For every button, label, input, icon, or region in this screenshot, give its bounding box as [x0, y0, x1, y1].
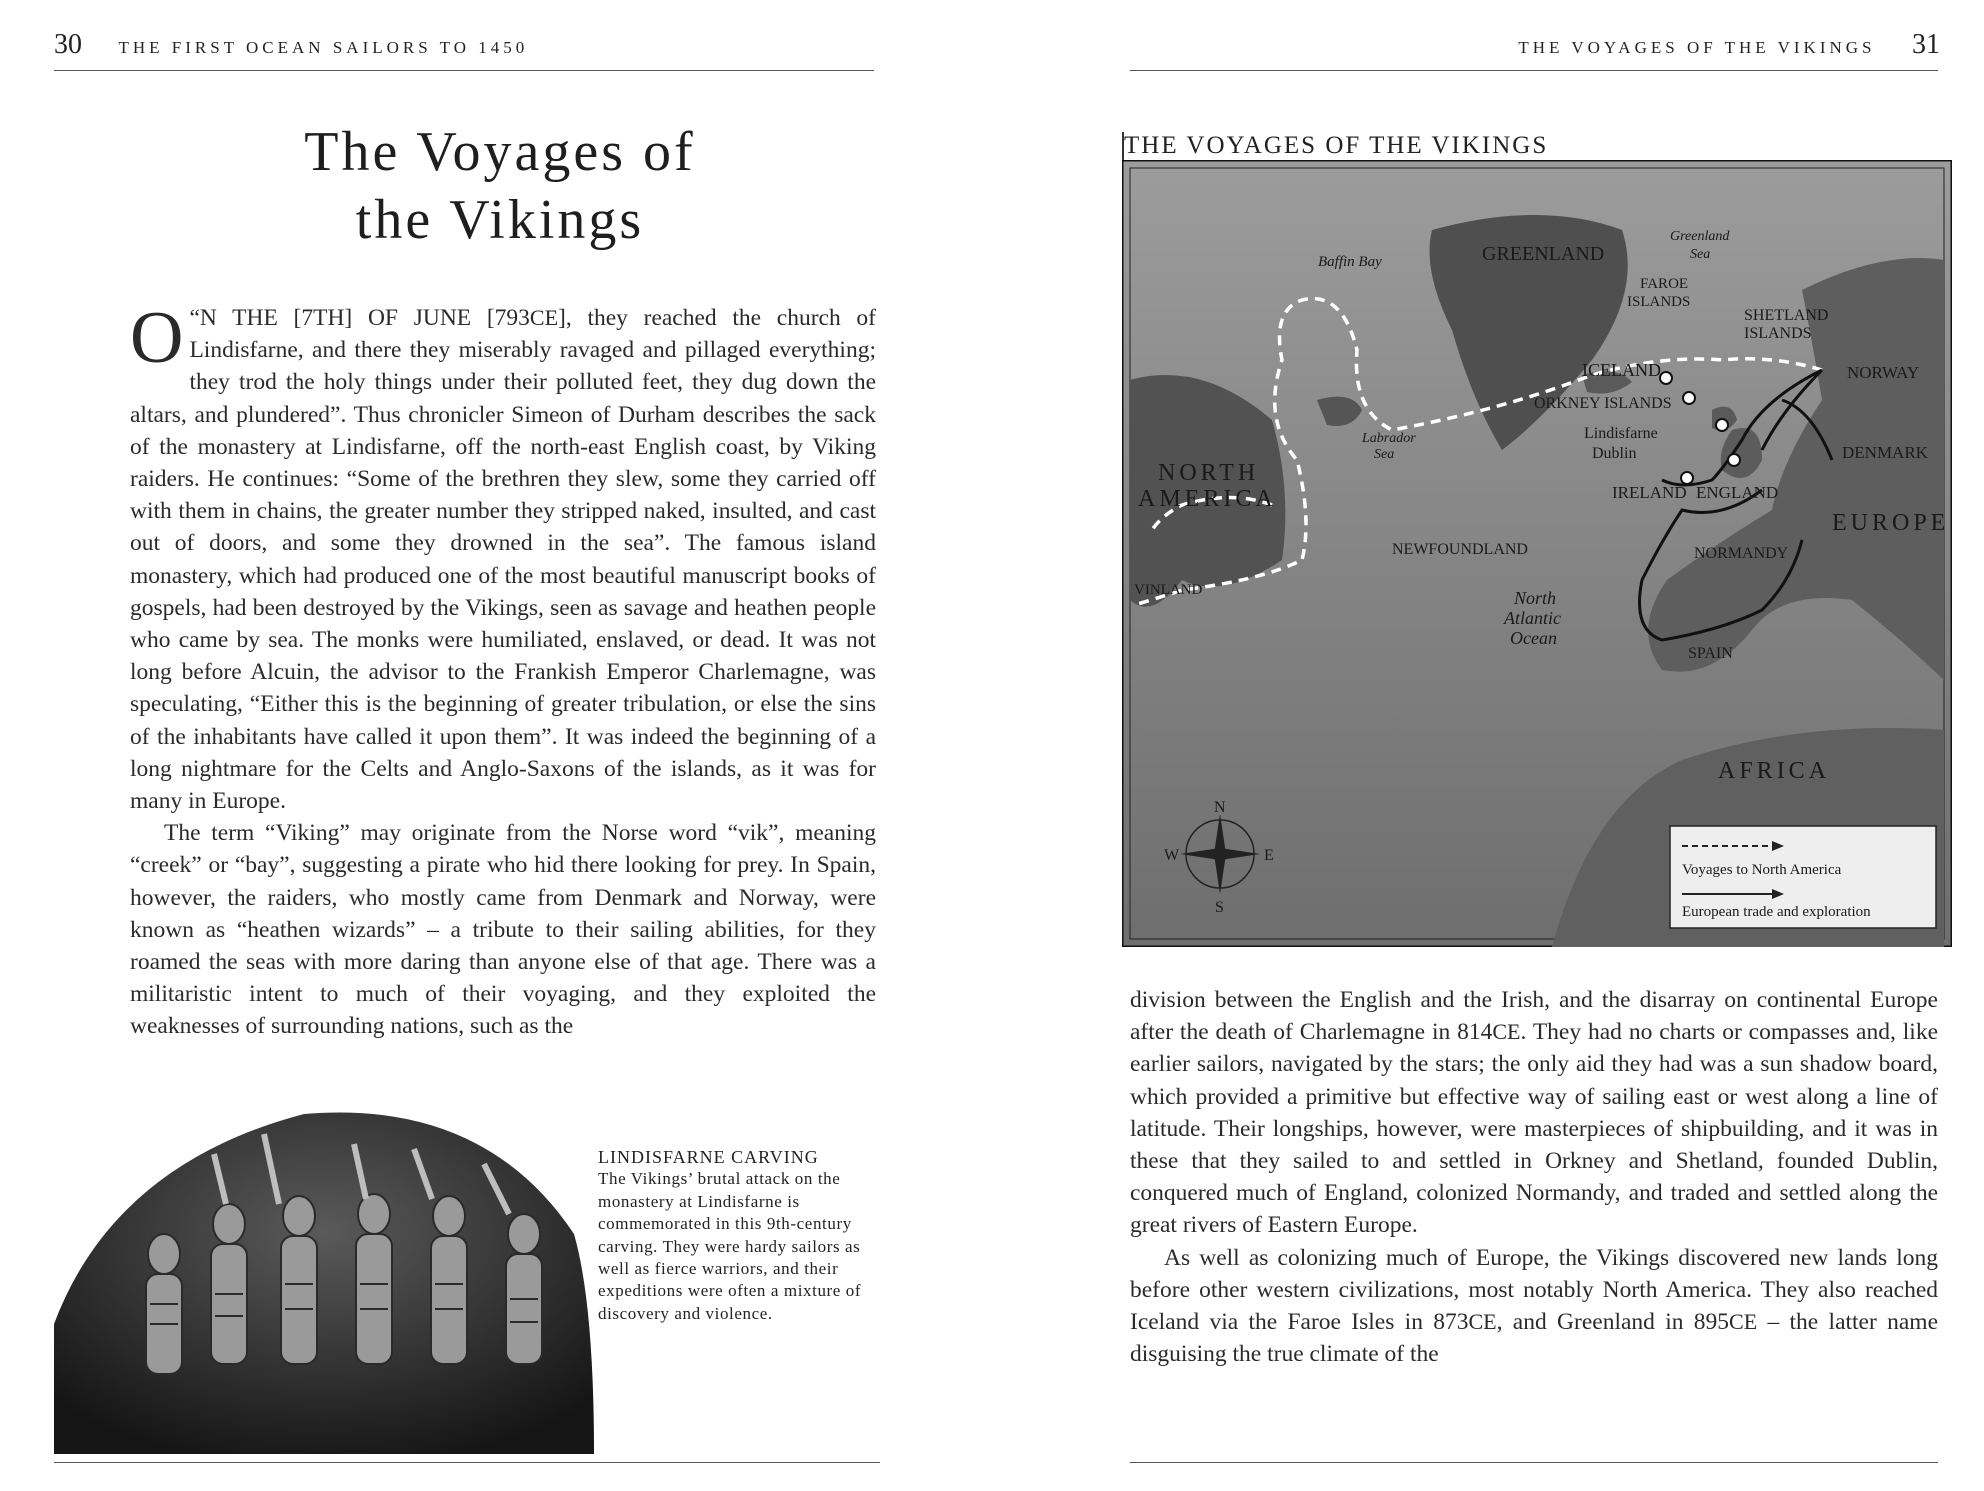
image-caption [598, 1146, 880, 1325]
drop-cap: O [130, 297, 184, 379]
map-title: THE VOYAGES OF THE VIKINGS [1124, 132, 1549, 159]
label-ireland: IRELAND [1612, 483, 1687, 502]
lead-close: ], [558, 305, 572, 331]
paragraph-3-b: . They had no charts or compasses and, like earlier sailors, navigated by the stars; the only aid they had was a sun shadow board, which provided a primitive but effective way of sailing east or west along a line of latitude. Their longships, however, were masterpieces of shipbuilding, and it was in these that they sailed to and settled in Orkney and Shetland, founded Dublin, conquered much of England, colonized Normandy, and traded and settled along the great rivers of Eastern Europe. [1130, 1019, 1938, 1239]
label-africa: AFRICA [1718, 758, 1831, 784]
era-mark: CE [1468, 1309, 1497, 1335]
label-baffin-bay: Baffin Bay [1318, 254, 1382, 270]
left-running-head [54, 30, 528, 63]
label-greenland: GREENLAND [1482, 243, 1605, 265]
label-shetland-2: ISLANDS [1744, 325, 1812, 342]
label-north-america-1: NORTH [1158, 460, 1260, 486]
label-dublin: Dublin [1592, 445, 1637, 462]
compass-w: W [1164, 847, 1180, 864]
label-north-america-2: AMERICA [1138, 486, 1277, 512]
label-europe: EUROPE [1832, 510, 1950, 536]
compass-e: E [1264, 847, 1274, 864]
running-title-left: THE FIRST OCEAN SAILORS TO 1450 [118, 38, 529, 57]
era-mark: CE [529, 305, 559, 330]
label-shetland-1: SHETLAND [1744, 307, 1829, 324]
right-page [992, 0, 1984, 1491]
paragraph-3 [1130, 984, 1938, 1242]
footer-rule-left [54, 1462, 880, 1463]
legend-solid-label: European trade and exploration [1682, 904, 1871, 920]
label-orkney: ORKNEY ISLANDS [1534, 395, 1672, 412]
paragraph-1-text: they reached the church of Lindisfarne, and there they miserably ravaged and pillaged everything; they trod the holy things under their polluted feet, they dug down the altars, and plundered”. Thus chronicler Simeon of Durham describes the sack of the monastery at Lindisfarne, off the north-east English coast, by Viking raiders. He continues: “Some of the brethren they slew, some they carried off with them in chains, the greater number they stripped naked, insulted, and cast out of doors, and some they drowned in the sea”. The famous island monastery, which had produced one of the most beautiful manuscript books of gospels, had been destroyed by the Vikings, seen as savage and heathen people who came by sea. The monks were humiliated, enslaved, or dead. It was not long before Alcuin, the advisor to the Frankish Emperor Charlemagne, was speculating, “Either this is the beginning of greater tribulation, or else the sins of the inhabitants have called it upon them”. It was indeed the beginning of a long nightmare for the Celts and Anglo-Saxons of the islands, as it was for many in Europe. [130, 305, 876, 815]
right-running-head [1518, 30, 1940, 63]
label-north-atlantic-1: North [1514, 588, 1557, 608]
label-faroe-1: FAROE [1640, 276, 1689, 292]
title-line-2: the Vikings [355, 189, 645, 251]
label-vinland: VINLAND [1134, 582, 1203, 598]
left-body [130, 297, 876, 1043]
label-lindisfarne: Lindisfarne [1584, 425, 1658, 442]
label-labrador-2: Sea [1374, 447, 1395, 462]
paragraph-2: The term “Viking” may originate from the Norse word “vik”, meaning “creek” or “bay”, suggesting a pirate who hid there looking for prey. In Spain, however, the raiders, who mostly came from Denmark and Norway, were known as “heathen wizards” – a tribute to their sailing abilities, for they roamed the seas with more daring than anyone else of that age. There was a militaristic intent to much of their voyaging, and they exploited the weaknesses of surrounding nations, such as the [130, 820, 876, 1040]
right-body [1130, 984, 1938, 1370]
page-number-right: 31 [1912, 29, 1940, 60]
title-line-1: The Voyages of [304, 121, 696, 183]
paragraph-4-b: , and Greenland in 895 [1496, 1309, 1730, 1336]
label-north-atlantic-3: Ocean [1510, 628, 1557, 648]
footer-rule-right [1130, 1462, 1938, 1463]
label-greenland-sea-1: Greenland [1670, 229, 1730, 244]
running-title-right: THE VOYAGES OF THE VIKINGS [1518, 38, 1876, 57]
era-mark: CE [1492, 1019, 1521, 1045]
label-spain: SPAIN [1688, 645, 1733, 662]
header-rule-left [54, 70, 874, 71]
label-iceland: ICELAND [1582, 360, 1661, 380]
label-north-atlantic-2: Atlantic [1504, 608, 1561, 628]
paragraph-4 [1130, 1242, 1938, 1371]
paragraph-3-a: division between the English and the Irish, and the disarray on continental Europe after the death of Charlemagne in 814 [1130, 987, 1938, 1046]
compass-n: N [1214, 799, 1226, 816]
label-england: ENGLAND [1696, 483, 1779, 502]
era-mark: CE [1729, 1309, 1758, 1335]
lindisfarne-carving-image [54, 1104, 594, 1454]
label-normandy: NORMANDY [1694, 545, 1789, 562]
viking-voyages-map [1122, 160, 1952, 947]
label-denmark: DENMARK [1842, 443, 1928, 462]
open-quote: “ [189, 305, 200, 331]
paragraph-1 [130, 297, 876, 817]
label-greenland-sea-2: Sea [1690, 247, 1711, 262]
chapter-title [130, 118, 870, 254]
legend-dashed-label: Voyages to North America [1682, 862, 1842, 878]
paragraph-4-c: – the latter name disguising the true climate of the [1130, 1309, 1939, 1368]
caption-title: LINDISFARNE CARVING [598, 1147, 819, 1167]
page-number-left: 30 [54, 29, 82, 60]
label-newfoundland: NEWFOUNDLAND [1392, 541, 1528, 558]
label-norway: NORWAY [1847, 363, 1920, 382]
label-labrador-1: Labrador [1362, 431, 1416, 446]
label-faroe-2: ISLANDS [1627, 294, 1691, 310]
caption-text: The Vikings’ brutal attack on the monastery at Lindisfarne is commemorated in this 9th-century carving. They were hardy sailors as well as fierce warriors, and their expeditions were often a mixture of discovery and violence. [598, 1169, 862, 1323]
lead-in: N THE [7TH] OF JUNE [793 [199, 305, 530, 331]
compass-s: S [1215, 899, 1224, 916]
paragraph-4-a: As well as colonizing much of Europe, the Vikings discovered new lands long before other western civilizations, most notably North America. They also reached Iceland via the Faroe Isles in 873 [1130, 1244, 1938, 1336]
header-rule-right [1130, 70, 1938, 71]
map-legend [1670, 826, 1936, 928]
